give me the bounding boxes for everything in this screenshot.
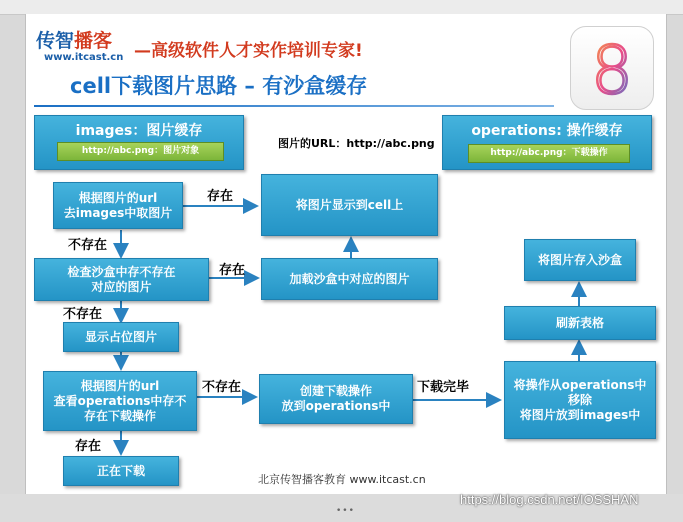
node-downloading: 正在下载 [63, 456, 179, 486]
pager-dots[interactable]: ••• [336, 506, 355, 516]
ios-badge-digit: 8 [591, 32, 633, 109]
edge-label-not-exists-3: 不存在 [202, 380, 242, 395]
node-show-placeholder: 显示占位图片 [63, 322, 179, 352]
slide-title: cell下载图片思路 – 有沙盒缓存 [70, 74, 368, 98]
slogan: —高级软件人才实作培训专家! [134, 41, 363, 61]
node-load-from-sandbox: 加载沙盒中对应的图片 [261, 258, 438, 300]
url-note: 图片的URL：http://abc.png [278, 137, 435, 150]
edge-label-exists-3: 存在 [75, 439, 102, 454]
edge-label-download-done: 下载完毕 [417, 380, 470, 395]
edge-label-exists-2: 存在 [219, 263, 246, 278]
edge-label-exists-1: 存在 [207, 189, 234, 204]
node-remove-operation: 将操作从operations中 移除 将图片放到images中 [504, 361, 656, 439]
footer: 北京传智播客教育 www.itcast.cn [258, 473, 426, 486]
logo-url: www.itcast.cn [44, 52, 124, 63]
node-show-in-cell: 将图片显示到cell上 [261, 174, 438, 236]
images-cache-title: images：图片缓存 [75, 123, 203, 139]
window-top-bar [0, 0, 683, 15]
node-refresh-table: 刷新表格 [504, 306, 656, 340]
edge-label-not-exists-1: 不存在 [68, 238, 108, 253]
edge-label-not-exists-2: 不存在 [63, 307, 103, 322]
node-check-operations: 根据图片的url 查看operations中存不 存在下载操作 [43, 371, 197, 431]
operations-cache-entry: http://abc.png：下载操作 [468, 144, 630, 163]
operations-cache-title: operations: 操作缓存 [471, 123, 623, 139]
node-check-sandbox: 检查沙盒中存不存在 对应的图片 [34, 258, 209, 301]
images-cache-entry: http://abc.png：图片对象 [57, 142, 224, 161]
node-get-image-from-cache: 根据图片的url 去images中取图片 [53, 182, 183, 229]
node-create-operation: 创建下载操作 放到operations中 [259, 374, 413, 424]
logo-accent: 播客 [74, 30, 113, 52]
slide [25, 14, 667, 494]
node-save-to-sandbox: 将图片存入沙盒 [524, 239, 636, 281]
watermark: https://blog.csdn.net/IOSSHAN [460, 492, 639, 507]
logo-prefix: 传智 [36, 30, 75, 52]
